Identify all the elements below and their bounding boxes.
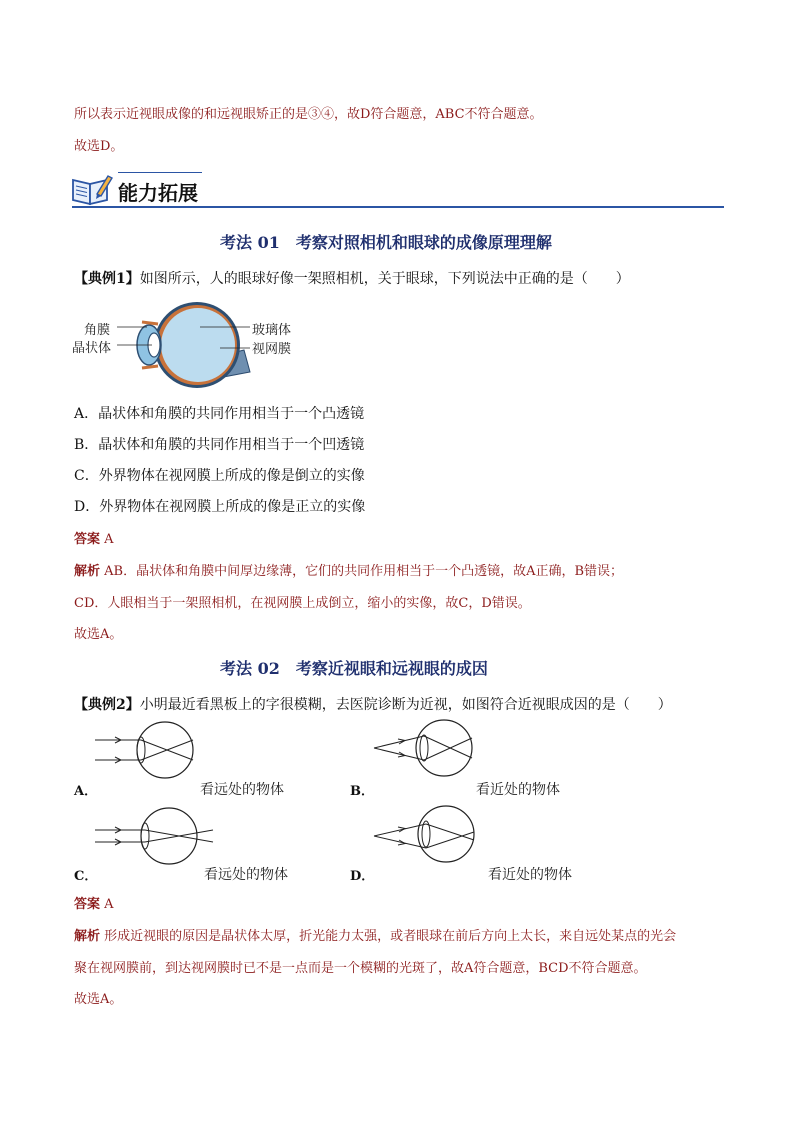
example1-analysis-line2: CD．人眼相当于一架照相机，在视网膜上成倒立，缩小的实像，故C，D错误。 xyxy=(74,596,531,611)
example2-analysis-line2: 聚在视网膜前，到达视网膜时已不是一点而是一个模糊的光斑了，故A符合题意，BCD不符合题意。 xyxy=(74,961,647,976)
book-pen-icon xyxy=(70,172,114,206)
answer-label: 答案 xyxy=(74,532,101,547)
answer-value: A xyxy=(104,532,114,547)
label-vitreous: 玻璃体 xyxy=(252,323,292,338)
prev-conclusion: 故选D。 xyxy=(74,139,124,154)
option-d-eye-diagram xyxy=(372,804,487,864)
example1-tag: 【典例1】 xyxy=(74,271,140,287)
example2-option-a-caption: 看远处的物体 xyxy=(200,782,284,798)
analysis-text: AB．晶状体和角膜中间厚边缘薄，它们的共同作用相当于一个凸透镜，故A正确，B错误； xyxy=(104,564,624,579)
example2-option-b-letter: B． xyxy=(350,784,374,799)
method1-heading: 考法 01 考察对照相机和眼球的成像原理理解 xyxy=(220,233,552,252)
example1-analysis-line1 xyxy=(74,560,623,579)
section-divider xyxy=(72,206,724,208)
section-title: 能力拓展 xyxy=(118,181,198,205)
example2-analysis-line1 xyxy=(74,925,676,944)
analysis-text: 形成近视眼的原因是晶状体太厚，折光能力太强，或者眼球在前后方向上太长，来自远处某点的光会 xyxy=(104,929,677,944)
example2-option-a-letter: A． xyxy=(74,784,98,799)
example2-option-d-caption: 看近处的物体 xyxy=(488,867,572,883)
example1-option-c: C．外界物体在视网膜上所成的像是倒立的实像 xyxy=(74,468,365,484)
example2-answer xyxy=(74,893,114,912)
option-c-eye-diagram xyxy=(95,806,215,866)
example1-answer xyxy=(74,528,114,547)
analysis-label: 解析 xyxy=(74,564,101,579)
analysis-label: 解析 xyxy=(74,929,101,944)
example2-question-text: 小明最近看黑板上的字很模糊，去医院诊断为近视，如图符合近视眼成因的是（ ） xyxy=(139,697,672,713)
example1-conclusion: 故选A。 xyxy=(74,627,123,642)
answer-value: A xyxy=(104,897,114,912)
example1-option-b: B．晶状体和角膜的共同作用相当于一个凹透镜 xyxy=(74,437,365,453)
example1-question xyxy=(74,268,630,288)
example2-option-d-letter: D． xyxy=(350,869,375,884)
method2-heading: 考法 02 考察近视眼和远视眼的成因 xyxy=(220,659,488,678)
example1-option-d: D．外界物体在视网膜上所成的像是正立的实像 xyxy=(74,499,366,515)
example2-question xyxy=(74,694,672,714)
option-b-eye-diagram xyxy=(372,718,482,778)
example1-question-text: 如图所示，人的眼球好像一架照相机，关于眼球，下列说法中正确的是（ ） xyxy=(139,271,630,287)
option-a-eye-diagram xyxy=(95,720,215,780)
example1-option-a: A．晶状体和角膜的共同作用相当于一个凸透镜 xyxy=(74,406,365,422)
section-title-overline xyxy=(118,172,202,173)
answer-label: 答案 xyxy=(74,897,101,912)
label-cornea: 角膜 xyxy=(84,323,111,338)
label-retina: 视网膜 xyxy=(252,342,292,357)
example2-option-b-caption: 看近处的物体 xyxy=(476,782,560,798)
example2-option-c-caption: 看远处的物体 xyxy=(204,867,288,883)
example2-conclusion: 故选A。 xyxy=(74,992,123,1007)
example2-tag: 【典例2】 xyxy=(74,697,140,713)
label-lens: 晶状体 xyxy=(72,341,112,356)
prev-analysis-line: 所以表示近视眼成像的和远视眼矫正的是③④，故D符合题意，ABC不符合题意。 xyxy=(74,107,543,122)
example2-option-c-letter: C． xyxy=(74,869,98,884)
